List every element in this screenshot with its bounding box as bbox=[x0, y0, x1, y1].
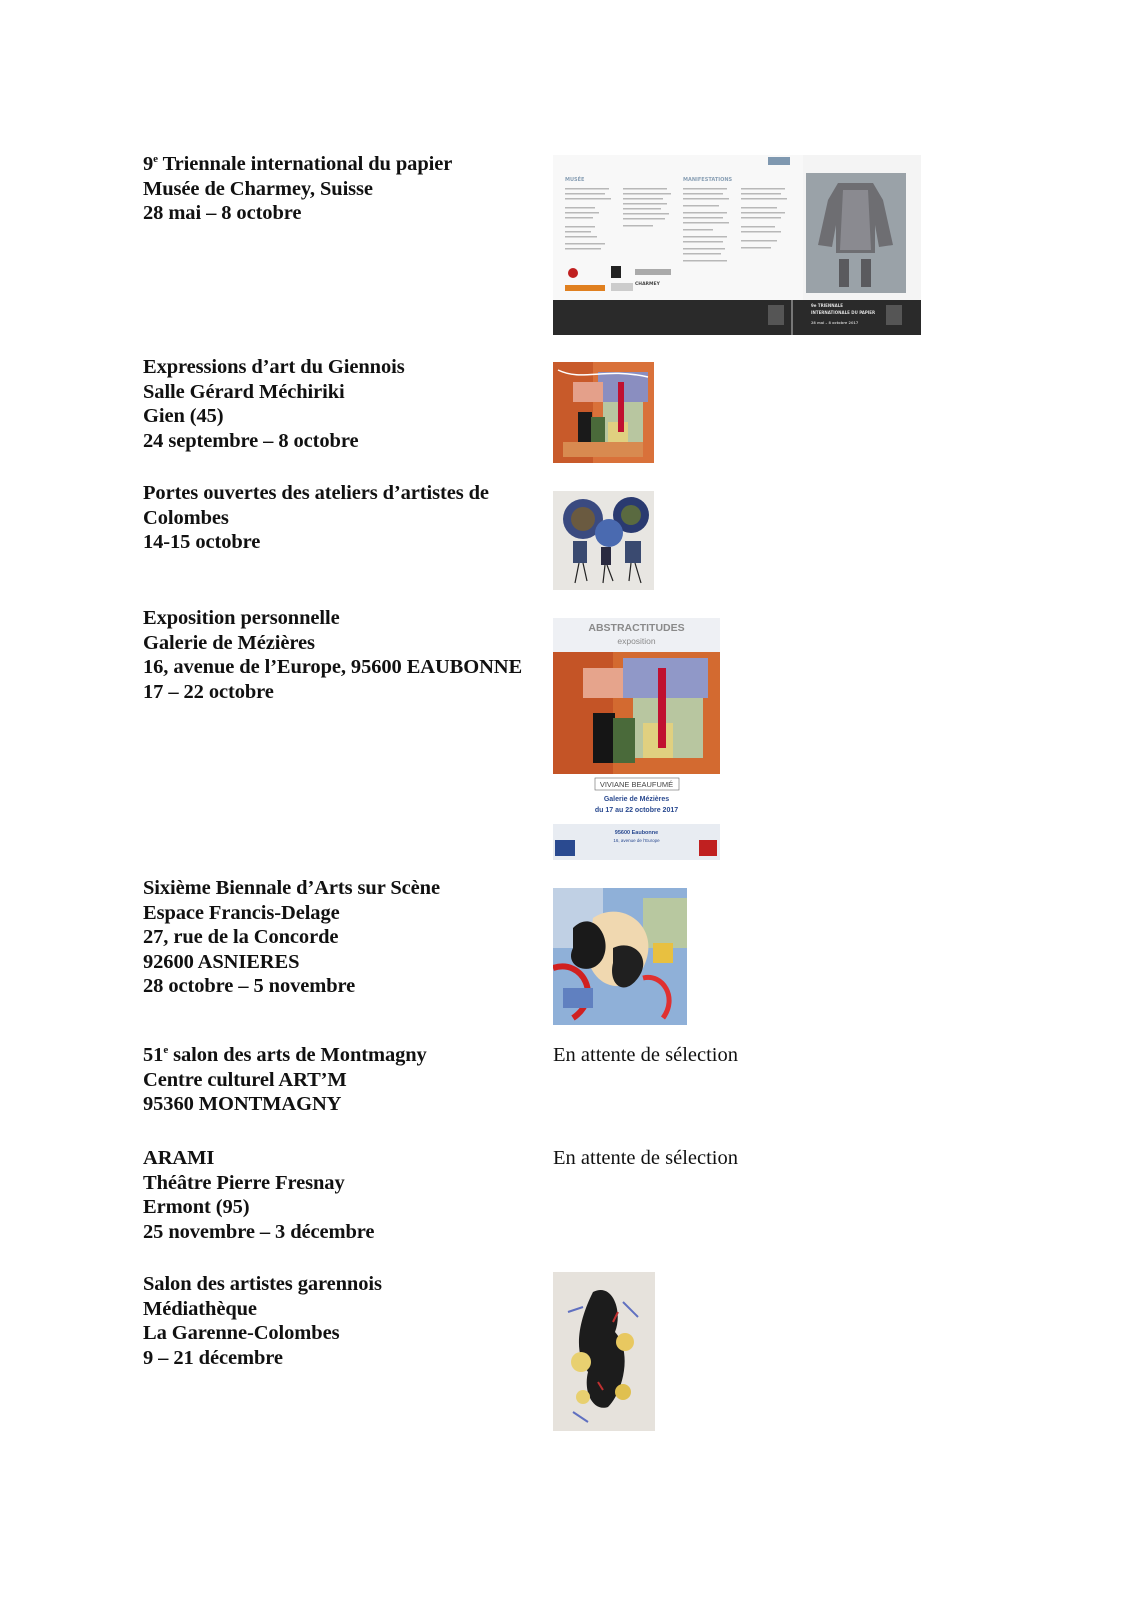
entry-city: Colombes bbox=[143, 506, 229, 529]
artwork-image-biennale bbox=[553, 888, 687, 1025]
brochure-cover-title-1: 9e TRIENNALE bbox=[811, 303, 843, 308]
artwork-image-garennois bbox=[553, 1272, 655, 1431]
entry-title: Expressions d’art du Giennois bbox=[143, 356, 405, 378]
entry-venue: Salle Gérard Méchiriki bbox=[143, 380, 345, 403]
entry-city: 95360 MONTMAGNY bbox=[143, 1093, 342, 1115]
brochure-charmey-logo: CHARMEY bbox=[635, 282, 660, 287]
entry-dates: 28 octobre – 5 novembre bbox=[143, 975, 356, 997]
entry-dates: 25 novembre – 3 décembre bbox=[143, 1220, 375, 1243]
artwork-image-colombes bbox=[553, 491, 654, 590]
poster-subtitle: exposition bbox=[617, 636, 656, 646]
entry-venue: Musée de Charmey, Suisse bbox=[143, 177, 373, 200]
entry-exposition-personnelle bbox=[143, 606, 522, 704]
entry-venue: Médiathèque bbox=[143, 1297, 257, 1320]
entry-address: 27, rue de la Concorde bbox=[143, 926, 339, 948]
entry-biennale bbox=[143, 876, 440, 999]
poster-city: 95600 Eaubonne bbox=[614, 830, 659, 836]
brochure-graphic bbox=[553, 155, 921, 335]
entry-city: Ermont (95) bbox=[143, 1196, 250, 1218]
entry-venue: Espace Francis-Delage bbox=[143, 901, 340, 924]
entry-title: 9e Triennale international du papier bbox=[143, 153, 453, 175]
entry-title: Exposition personnelle bbox=[143, 607, 340, 629]
entry-city: La Garenne-Colombes bbox=[143, 1322, 340, 1344]
poster-abstractitudes bbox=[553, 618, 720, 860]
brochure-cover-title-2: INTERNATIONALE DU PAPIER bbox=[811, 310, 876, 315]
entry-montmagny bbox=[143, 1043, 427, 1117]
entry-venue: Centre culturel ART’M bbox=[143, 1068, 347, 1091]
brochure-musee-heading: MUSÉE bbox=[565, 177, 585, 183]
entry-colombes bbox=[143, 481, 489, 555]
brochure-cover-dates: 28 mai – 8 octobre 2017 bbox=[811, 321, 859, 325]
entry-giennois bbox=[143, 355, 405, 453]
entry-dates: 17 – 22 octobre bbox=[143, 680, 274, 703]
entry-title: Sixième Biennale d’Arts sur Scène bbox=[143, 877, 440, 899]
entry-title: Portes ouvertes des ateliers d’artistes de bbox=[143, 482, 489, 504]
entry-title: ARAMI bbox=[143, 1147, 215, 1169]
status-pending-arami: En attente de sélection bbox=[553, 1147, 738, 1169]
entry-venue: Galerie de Mézières bbox=[143, 631, 315, 654]
entry-dates: 24 septembre – 8 octobre bbox=[143, 429, 359, 452]
artwork-image-giennois bbox=[553, 362, 654, 463]
brochure-image bbox=[553, 155, 921, 335]
entry-dates: 28 mai – 8 octobre bbox=[143, 202, 302, 224]
brochure-manifestations-heading: MANIFESTATIONS bbox=[683, 177, 733, 183]
poster-venue: Galerie de Mézières bbox=[603, 796, 670, 803]
entry-triennale bbox=[143, 152, 452, 226]
entry-dates: 14-15 octobre bbox=[143, 531, 261, 553]
status-pending-montmagny: En attente de sélection bbox=[553, 1044, 738, 1066]
poster-artist: VIVIANE BEAUFUMÉ bbox=[599, 780, 674, 789]
poster-title: ABSTRACTITUDES bbox=[588, 622, 685, 634]
entry-address: 16, avenue de l’Europe, 95600 EAUBONNE bbox=[143, 656, 523, 678]
entry-title: Salon des artistes garennois bbox=[143, 1273, 382, 1295]
entry-venue: Théâtre Pierre Fresnay bbox=[143, 1171, 345, 1194]
entry-city: 92600 ASNIERES bbox=[143, 950, 300, 973]
entry-garennois bbox=[143, 1272, 382, 1370]
entry-arami bbox=[143, 1146, 374, 1244]
entry-dates: 9 – 21 décembre bbox=[143, 1346, 283, 1369]
poster-address: 16, avenue de l’Europe bbox=[613, 838, 660, 843]
entry-title: 51e salon des arts de Montmagny bbox=[143, 1044, 427, 1066]
entry-city: Gien (45) bbox=[143, 405, 224, 427]
poster-dates: du 17 au 22 octobre 2017 bbox=[594, 807, 679, 814]
